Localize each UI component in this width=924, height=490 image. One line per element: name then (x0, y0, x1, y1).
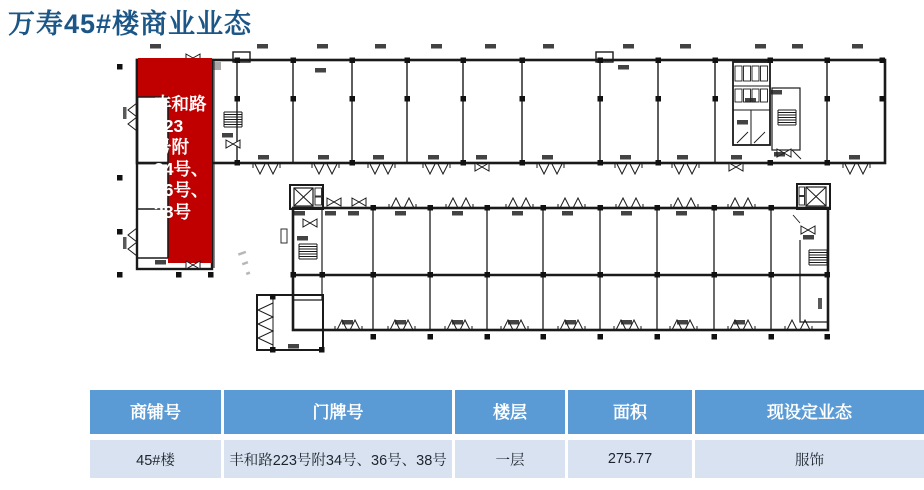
cell-area: 275.77 (568, 440, 695, 478)
elevator-right-icon (797, 184, 830, 209)
table-header-row (90, 390, 924, 434)
elevator-left-icon (290, 185, 323, 209)
left-wing (117, 58, 214, 278)
restroom-block (733, 62, 770, 145)
cell-floor: 一层 (455, 440, 568, 478)
header-floor: 楼层 (455, 390, 568, 434)
header-business: 现设定业态 (695, 390, 924, 434)
svg-text:36号、: 36号、 (154, 180, 209, 200)
svg-text:丰和路: 丰和路 (154, 94, 207, 114)
svg-text:223: 223 (154, 116, 184, 136)
business-table (90, 390, 924, 478)
page-title: 万寿45#楼商业业态 (8, 9, 253, 39)
svg-text:34号、: 34号、 (154, 159, 209, 179)
svg-text:号附: 号附 (154, 137, 189, 157)
lower-extension (257, 294, 325, 353)
cell-business: 服饰 (695, 440, 924, 478)
lower-wing (238, 184, 830, 353)
cell-shop-no: 45#楼 (90, 440, 224, 478)
header-address: 门牌号 (224, 390, 455, 434)
upper-wing (137, 44, 885, 174)
header-shop-no: 商铺号 (90, 390, 224, 434)
header-area: 面积 (568, 390, 695, 434)
table-row (90, 440, 924, 478)
cell-address: 丰和路223号附34号、36号、38号 (224, 440, 455, 478)
svg-text:38号: 38号 (154, 202, 191, 222)
